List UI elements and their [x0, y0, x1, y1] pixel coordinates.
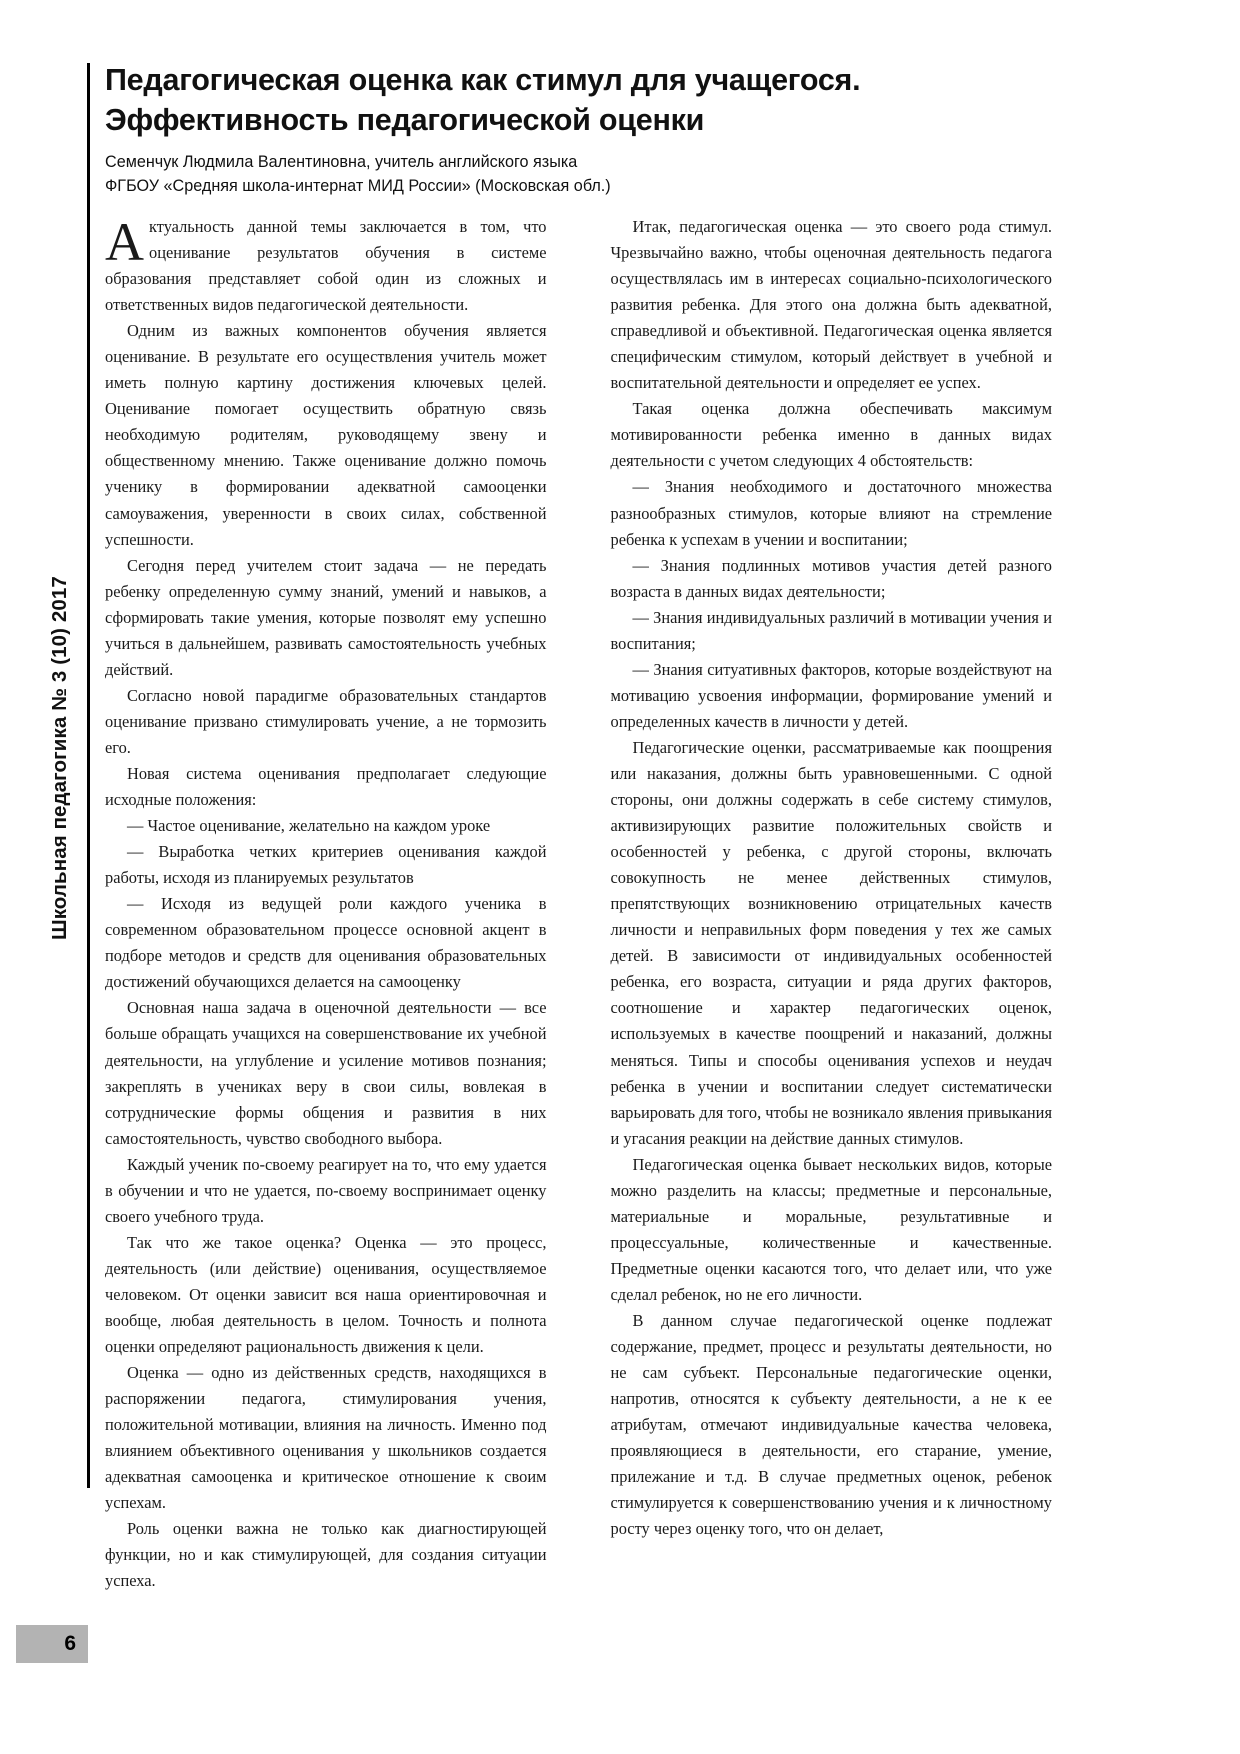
paragraph: Так что же такое оценка? Оценка — это процесс, деятельность (или действие) оценивания, осуществляемое человеком. От оценки зависит вся наша ориентировочная и вообще, любая деятельность в целом. Точность и полнота оценки определяют рациональность движения к цели. [105, 1232, 547, 1357]
paragraph: Каждый ученик по-своему реагирует на то, что ему удается в обучении и что не удается, по-своему воспринимает оценку своего учебного труда. [105, 1154, 547, 1226]
page-number-badge [16, 1625, 88, 1663]
paragraph: Одним из важных компонентов обучения является оценивание. В результате его осуществления учитель может иметь полную картину достижения ключевых целей. Оценивание помогает осуществить обратную связь необходимую родителям, руководящему звену и общественному мнению. Также оценивание должно помочь ученику в формировании адекватной самооценки самоуважения, уверенности в своих силах, собственной успешности. [105, 321, 547, 549]
paragraph: Новая система оценивания предполагает следующие исходные положения: [105, 763, 547, 810]
sidebar-vertical-rule [87, 63, 90, 1488]
paragraph [105, 214, 547, 318]
body-column-left [105, 214, 547, 1689]
article-title-line-2: Эффективность педагогической оценки [105, 103, 705, 137]
paragraph: Педагогическая оценка бывает нескольких видов, которые можно разделить на классы; предметные и персональные, материальные и моральные, результативные и процессуальные, количественные и качественные. Предметные оценки касаются того, что делает или, что уже сделал ребенок, но не его личности. [610, 1154, 1052, 1304]
journal-running-head: Школьная педагогика № 3 (10) 2017 [48, 576, 71, 940]
list-item: — Знания индивидуальных различий в мотивации учения и воспитания; [610, 607, 1052, 653]
page-title [105, 60, 1065, 140]
list-item: — Знания подлинных мотивов участия детей разного возраста в данных видах деятельности; [610, 555, 1052, 601]
paragraph-text: ктуальность данной темы заключается в том, что оценивание результатов обучения в системе образования представляет собой один из сложных и ответственных видов педагогической деятельности. [105, 217, 547, 315]
list-item: — Знания ситуативных факторов, которые воздействуют на мотивацию усвоения информации, формирование умений и определенных качеств в личности у детей. [610, 659, 1052, 731]
paragraph: Основная наша задача в оценочной деятельности — все больше обращать учащихся на совершенствование их учебной деятельности, на углубление и усиление мотивов познания; закреплять в учениках веру в свои силы, вовлекая в сотруднические формы общения и развития в них самостоятельность, чувство свободного выбора. [105, 998, 547, 1148]
paragraph: В данном случае педагогической оценке подлежат содержание, предмет, процесс и результаты деятельности, но не сам субъект. Персональные педагогические оценки, напротив, относятся к субъекту деятельности, а не к ее атрибутам, отмечают индивидуальные качества человека, проявляющиеся в деятельности, его старание, умение, прилежание и т.д. В случае предметных оценок, ребенок стимулируется к совершенствованию учения и к личностному росту через оценку того, что он делает, [610, 1310, 1052, 1539]
paragraph: Такая оценка должна обеспечивать максимум мотивированности ребенка именно в данных видах деятельности с учетом следующих 4 обстоятельств: [610, 399, 1052, 471]
paragraph: Оценка — одно из действенных средств, находящихся в распоряжении педагога, стимулирования учения, положительной мотивации, влияния на личность. Именно под влиянием объективного оценивания у школьников создается адекватная самооценка и критическое отношение к своим успехам. [105, 1363, 547, 1513]
article-content [105, 0, 1153, 1754]
list-item: — Частое оценивание, желательно на каждом уроке [127, 816, 491, 836]
paragraph: Роль оценки важна не только как диагностирующей функции, но и как стимулирующей, для создания ситуации успеха. [105, 1519, 547, 1591]
paragraph: Согласно новой парадигме образовательных стандартов оценивание призвано стимулировать учение, а не тормозить его. [105, 685, 547, 757]
body-columns [105, 214, 1052, 1689]
drop-cap: А [105, 212, 144, 272]
list-item: — Знания необходимого и достаточного множества разнообразных стимулов, которые влияют на стремление ребенка к успехам в учении и воспитании; [610, 477, 1052, 549]
paragraph: Итак, педагогическая оценка — это своего рода стимул. Чрезвычайно важно, чтобы оценочная деятельность педагога осуществлялась им в интересах социально-психологического развития ребенка. Для этого она должна быть адекватной, справедливой и объективной. Педагогическая оценка является специфическим стимулом, который действует в учебной и воспитательной деятельности и определяет ее успех. [610, 217, 1052, 393]
author-name: Семенчук Людмила Валентиновна, учитель английского языка [105, 153, 578, 171]
article-title-line-1: Педагогическая оценка как стимул для учащегося. [105, 63, 861, 97]
sidebar-running-head [0, 0, 92, 1754]
list-item: — Исходя из ведущей роли каждого ученика в современном образовательном процессе основной акцент в подборе методов и средств для оценивания образовательных достижений обучающихся делается на самооценку [105, 894, 547, 992]
page-number-text: 6 [64, 1632, 76, 1655]
body-column-right [611, 214, 1053, 1689]
article-byline [105, 150, 1005, 198]
author-affiliation: ФГБОУ «Средняя школа-интернат МИД России» (Московская обл.) [105, 177, 611, 195]
list-item: — Выработка четких критериев оценивания каждой работы, исходя из планируемых результатов [105, 842, 547, 888]
paragraph: Сегодня перед учителем стоит задача — не передать ребенку определенную сумму знаний, умений и навыков, а сформировать такие умения, которые позволят ему успешно учиться в дальнейшем, развивать самостоятельность учебных действий. [105, 555, 547, 679]
paragraph: Педагогические оценки, рассматриваемые как поощрения или наказания, должны быть уравновешенными. С одной стороны, они должны содержать в себе систему стимулов, активизирующих развитие положительных свойств и особенностей у ребенка, с другой стороны, включать совокупность не менее действенных стимулов, препятствующих возникновению отрицательных качеств личности и неправильных форм поведения у тех же самых детей. В зависимости от индивидуальных особенностей ребенка, его возраста, ситуации и ряда других факторов, соотношение и характер педагогических оценок, используемых в качестве поощрений и наказаний, должны меняться. Типы и способы оценивания успехов и неудач ребенка в учении и воспитании следует систематически варьировать для того, чтобы не возникало явления привыкания и угасания реакции на действие данных стимулов. [610, 737, 1052, 1148]
